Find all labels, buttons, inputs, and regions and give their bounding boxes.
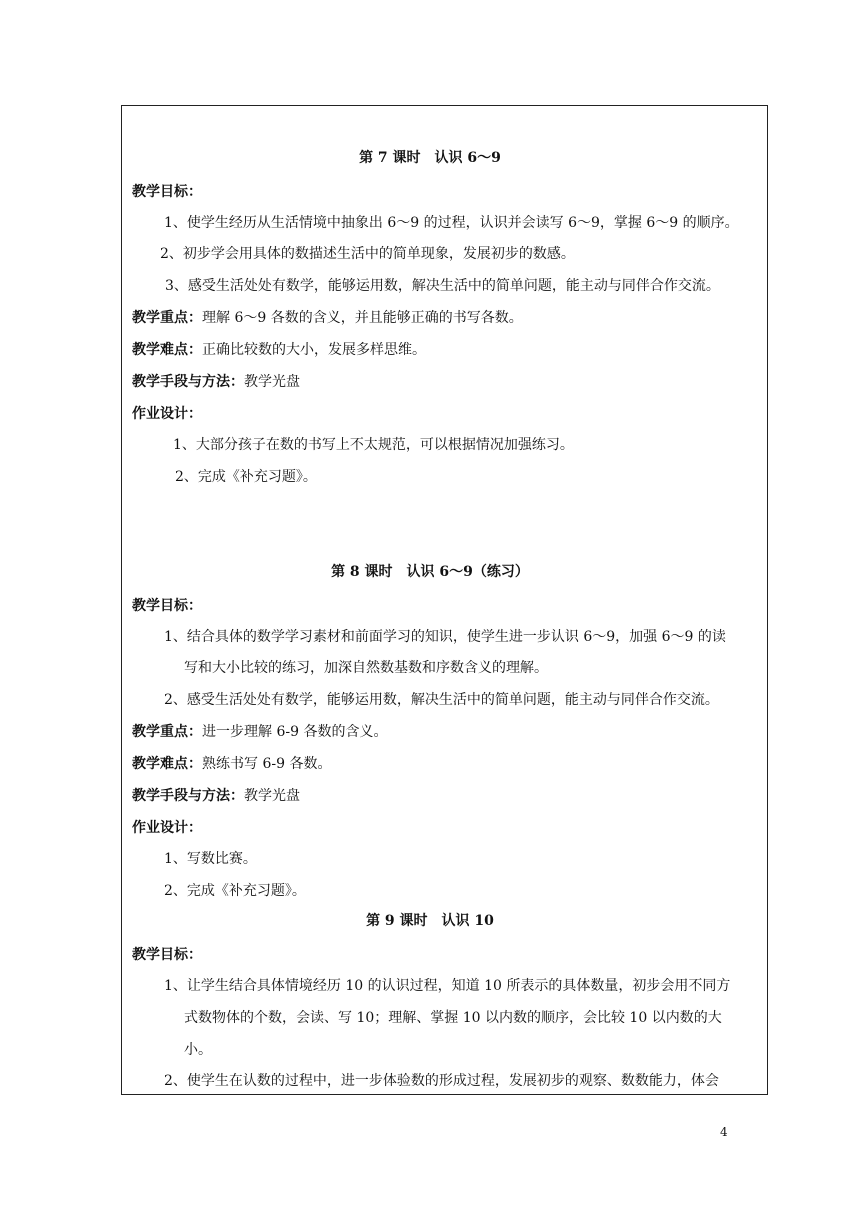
- lesson8-key-point: [132, 722, 387, 742]
- lesson7-difficulty: [132, 340, 426, 360]
- lesson9-goal-label: 教学目标：: [132, 947, 202, 963]
- key-point-label: 教学重点：: [132, 724, 202, 740]
- lesson7-homework-label: 作业设计：: [132, 406, 202, 422]
- lesson8-method: [132, 786, 300, 806]
- lesson9-goal-1-line1: 1、让学生结合具体情境经历 10 的认识过程，知道 10 所表示的具体数量，初步会用不同方: [164, 978, 731, 994]
- lesson7-method: [132, 372, 300, 392]
- key-point-text: 进一步理解 6-9 各数的含义。: [202, 724, 388, 740]
- lesson7-goal-label: 教学目标：: [132, 184, 202, 200]
- lesson8-homework-2: 2、完成《补充习题》。: [164, 883, 306, 899]
- lesson8-homework-label: 作业设计：: [132, 820, 202, 836]
- lesson7-key-point: [132, 308, 523, 328]
- lesson9-goal-1-line2: 式数物体的个数，会读、写 10；理解、掌握 10 以内数的顺序，会比较 10 以内数的大: [184, 1010, 722, 1026]
- lesson7-goal-2: 2、初步学会用具体的数描述生活中的简单现象，发展初步的数感。: [160, 246, 575, 262]
- lesson8-difficulty: [132, 754, 331, 774]
- lesson8-title: 第 8 课时 认识 6～9（练习）: [331, 564, 529, 580]
- key-point-label: 教学重点：: [132, 310, 202, 326]
- lesson8-goal-label: 教学目标：: [132, 598, 202, 614]
- lesson9-goal-2-line1: 2、使学生在认数的过程中，进一步体验数的形成过程，发展初步的观察、数数能力，体会: [164, 1073, 719, 1089]
- lesson7-homework-1: 1、大部分孩子在数的书写上不太规范，可以根据情况加强练习。: [173, 437, 574, 453]
- lesson8-goal-2: 2、感受生活处处有数学，能够运用数，解决生活中的简单问题，能主动与同伴合作交流。: [164, 692, 719, 708]
- method-text: 教学光盘: [244, 374, 300, 390]
- lesson7-goal-1: 1、使学生经历从生活情境中抽象出 6～9 的过程，认识并会读写 6～9，掌握 6～9 的顺序。: [164, 215, 739, 231]
- lesson8-goal-1-line1: 1、结合具体的数学学习素材和前面学习的知识，使学生进一步认识 6～9，加强 6～9 的读: [164, 629, 726, 645]
- page-number: 4: [720, 1125, 728, 1139]
- key-point-text: 理解 6～9 各数的含义，并且能够正确的书写各数。: [202, 310, 523, 326]
- method-label: 教学手段与方法：: [132, 374, 244, 390]
- lesson8-goal-1-line2: 写和大小比较的练习，加深自然数基数和序数含义的理解。: [184, 660, 548, 676]
- lesson7-goal-3: 3、感受生活处处有数学，能够运用数，解决生活中的简单问题，能主动与同伴合作交流。: [165, 278, 720, 294]
- lesson9-goal-1-line3: 小。: [184, 1042, 212, 1058]
- lesson8-homework-1: 1、写数比赛。: [164, 851, 257, 867]
- lesson7-homework-2: 2、完成《补充习题》。: [175, 469, 317, 485]
- difficulty-label: 教学难点：: [132, 756, 202, 772]
- difficulty-text: 熟练书写 6-9 各数。: [202, 756, 332, 772]
- method-text: 教学光盘: [244, 788, 300, 804]
- lesson7-title: 第 7 课时 认识 6～9: [359, 150, 501, 166]
- lesson9-title: 第 9 课时 认识 10: [366, 913, 494, 929]
- difficulty-text: 正确比较数的大小，发展多样思维。: [202, 342, 426, 358]
- difficulty-label: 教学难点：: [132, 342, 202, 358]
- method-label: 教学手段与方法：: [132, 788, 244, 804]
